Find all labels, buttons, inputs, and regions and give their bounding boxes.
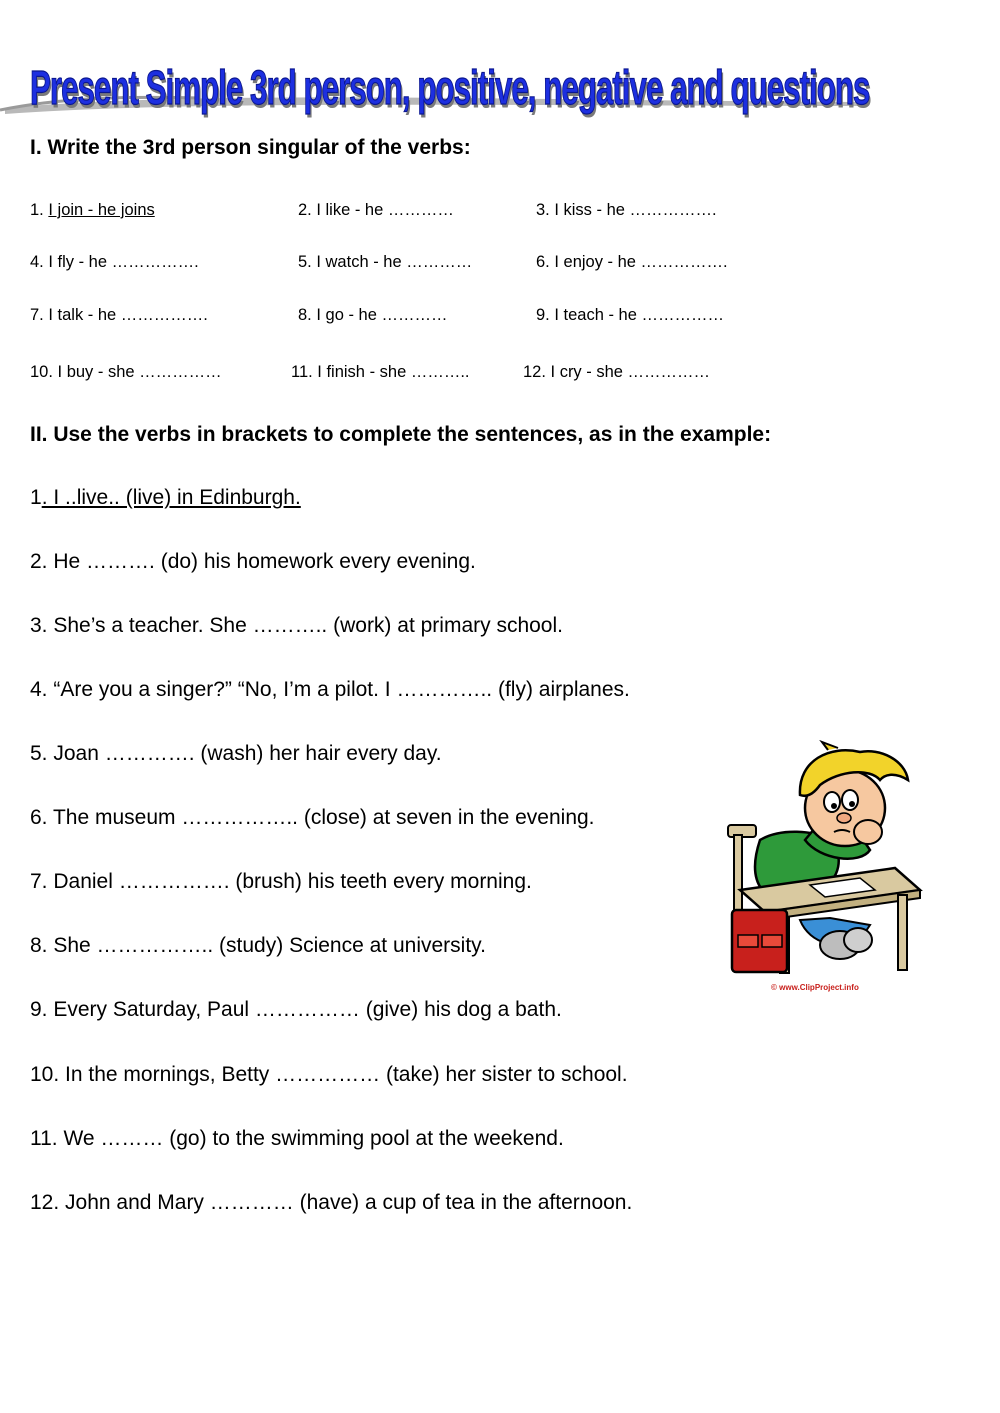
sec1-item-12: 12. I cry - she ……………	[523, 363, 711, 381]
sec1-item-2: 2. I like - he …………	[298, 201, 454, 219]
sec2-item-3: 3. She’s a teacher. She ……….. (work) at primary school.	[30, 614, 563, 637]
sec1-item-4: 4. I fly - he …………….	[30, 253, 199, 271]
sec2-item-12: 12. John and Mary ………… (have) a cup of tea in the afternoon.	[30, 1191, 633, 1214]
sec1-item-5: 5. I watch - he …………	[298, 253, 473, 271]
sec1-item-8: 8. I go - he …………	[298, 306, 448, 324]
sec2-item-4: 4. “Are you a singer?” “No, I’m a pilot. I ………….. (fly) airplanes.	[30, 678, 630, 701]
sec1-item-1: 1. I join - he joins	[30, 201, 155, 219]
sec1-item-10: 10. I buy - she ……………	[30, 363, 222, 381]
sec2-item-11: 11. We ……… (go) to the swimming pool at the weekend.	[30, 1127, 564, 1150]
sec1-item-6: 6. I enjoy - he …………….	[536, 253, 728, 271]
section2-heading: II. Use the verbs in brackets to complete the sentences, as in the example:	[30, 423, 772, 446]
sec1-item-9: 9. I teach - he ……………	[536, 306, 724, 324]
sec2-item-9: 9. Every Saturday, Paul …………… (give) his dog a bath.	[30, 998, 562, 1021]
section1-heading: I. Write the 3rd person singular of the verbs:	[30, 136, 471, 159]
sec2-item-6: 6. The museum …………….. (close) at seven in the evening.	[30, 806, 595, 829]
sec1-item-3: 3. I kiss - he …………….	[536, 201, 717, 219]
sec2-item-5: 5. Joan …………. (wash) her hair every day.	[30, 742, 442, 765]
title-banner	[0, 40, 1000, 130]
sec1-item-11: 11. I finish - she ………..	[291, 363, 470, 381]
sec2-item-1: 1. I ..live.. (live) in Edinburgh.	[30, 486, 301, 509]
sec2-item-10: 10. In the mornings, Betty …………… (take) her sister to school.	[30, 1063, 628, 1086]
sec1-item-7: 7. I talk - he …………….	[30, 306, 208, 324]
clipart-credit: © www.ClipProject.info	[771, 983, 859, 992]
sec2-item-7: 7. Daniel ……………. (brush) his teeth every morning.	[30, 870, 532, 893]
page-title: Present Simple 3rd person, positive, negative and questions	[30, 62, 870, 115]
sec2-item-8: 8. She …………….. (study) Science at university.	[30, 934, 486, 957]
sec2-item-2: 2. He ………. (do) his homework every evening.	[30, 550, 476, 573]
boy-at-desk-illustration	[720, 740, 930, 995]
